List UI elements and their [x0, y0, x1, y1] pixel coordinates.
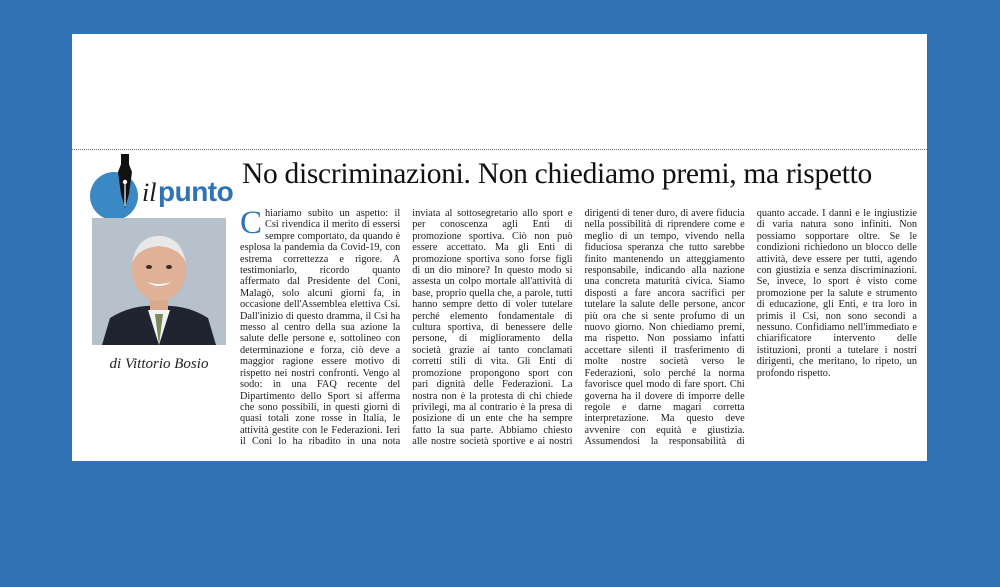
column-label-punto: punto	[158, 176, 234, 207]
drop-cap: C	[240, 205, 263, 241]
dotted-divider	[72, 149, 927, 150]
byline: di Vittorio Bosio	[109, 356, 209, 372]
fountain-pen-icon	[112, 152, 138, 210]
headline: No discriminazioni. Non chiediamo premi, ma rispetto	[242, 158, 872, 190]
author-portrait	[92, 218, 226, 345]
column-badge	[90, 152, 234, 220]
article-paragraph	[240, 205, 917, 458]
column-label-il: il	[142, 178, 157, 207]
newspaper-clipping	[72, 34, 927, 461]
article-text: hiariamo subito un aspetto: il Csi rivendica il merito di essersi sempre comportato, da quando è esplosa la pandemia da Covid-19, con estrema correttezza e rigore. A testimoniarlo, ricordo quanto affermato dal Presidente del Coni, Malagò, solo alcuni giorni fa, in occasione dell'Assemblea elettiva Csi. Dall'inizio di questo dramma, il Csi ha messo al centro della sua azione la salute delle persone e, sottolineo con determinazione e forza, ciò deve a maggior ragione essere motivo di rispetto nei nostri confronti. Vengo al sodo: in una FAQ recente del Dipartimento dello Sport si afferma che sono possibili, in questi giorni di quasi totali zone rosse in Italia, le attività gestite con le Federazioni. Ieri il Coni lo ha ribadito in una nota inviata al sottosegretario allo sport e per conoscenza agli Enti di promozione sportiva. Ciò non può essere accettato. Ma gli Enti di promozione sportiva sono forse figli di un dio minore? In questo modo si assesta un colpo mortale all'attività di base, proprio quella che, a parole, tutti hanno sempre detto di voler tutelare perché elemento fondamentale di cultura sportiva, di benessere delle persone, di miglioramento della società grazie ai tanto conclamati corretti stili di vita. Gli Enti di promozione propongono sport con pari dignità delle Federazioni. La nostra non è la protesta di chi chiede privilegi, ma al contrario è la presa di posizione di un ente che ha sempre fatto la sua parte. Abbiamo chiesto alle nostre società sportive e ai nostri dirigenti di tener duro, di avere fiducia nella possibilità di riprendere come e meglio di un tempo, vivendo nella fiduciosa speranza che tutto sarebbe finito mantenendo un atteggiamento responsabile, indicando alla nazione una concreta maturità civica. Siamo disposti a fare ancora sacrifici per tutelare la salute delle persone, ancor più ora che si sente profumo di un nuovo giorno. Non chiediamo premi, ma rispetto. Non possiamo infatti accettare silenti il trasferimento di molte nostre società verso le Federazioni, solo perché la norma favorisce quel modo di fare sport. Chi governa ha il dovere di imporre delle regole e darne magari corretta interpretazione. Ma questo deve avvenire con equità e giustizia. Assumendosi la responsabilità di quanto accade. I danni e le ingiustizie di varia natura sono infiniti. Non possiamo sopportare oltre. Se le condizioni richiedono un blocco delle attività, deve essere per tutti, agendo con giustizia e senza discriminazioni. Se, invece, lo sport è visto come promozione per la salute e strumento di educazione, gli Enti, e tra loro in primis il Csi, non sono secondi a nessuno. Confidiamo nell'immediato e chiarificatore intervento delle istituzioni, pronti a tutelare i nostri dirigenti, che meritano, lo ripeto, un profondo rispetto.	[240, 208, 917, 448]
portrait-illustration	[92, 218, 226, 345]
article-body	[240, 205, 917, 458]
